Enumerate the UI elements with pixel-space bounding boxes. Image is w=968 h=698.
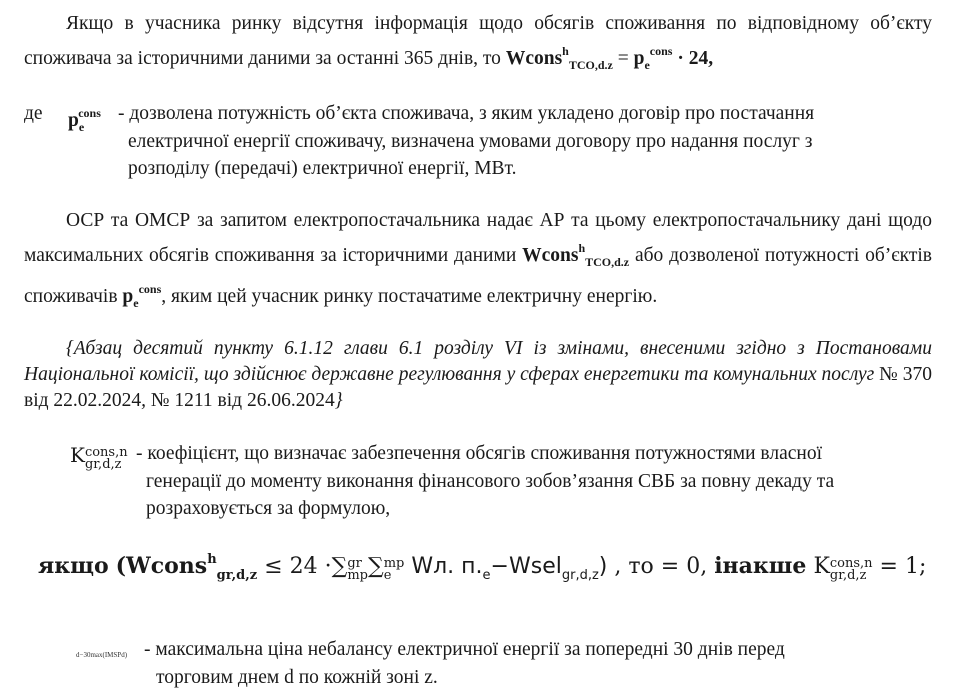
formula-else-word: інакше: [714, 553, 807, 579]
max-imsp-symbol: d−30max(IMSPd): [76, 651, 128, 659]
def-label: де: [24, 103, 43, 124]
formula-leq: ≤ 24 ·: [264, 554, 332, 579]
definition-k-cons: [70, 440, 950, 524]
formula-sum2: ∑ mp e: [367, 554, 405, 583]
formula-wl: Wл. $п._e$: [411, 554, 491, 583]
para1-text: Якщо в учасника ринку відсутня інформація щодо обсягів споживання по відповідному об’єкту споживача за історичними даними за останні 365 днів, то: [24, 13, 932, 69]
formula-pe-cons-2: $p_e^{cons}$: [122, 282, 162, 310]
para2-text-after: , яким цей учасник ринку постачатиме електричну енергію.: [161, 286, 658, 307]
def2-line1: - коефіцієнт, що визначає забезпечення обсягів споживання потужностями власної: [136, 443, 822, 464]
formula-k-condition: [38, 552, 938, 600]
k-cons-symbol: K cons,n gr,d,z: [70, 443, 128, 472]
formula-wcons-tco: Wcons$^h_{TCO,d.z}$ = $p_e^{cons} \cdot 24$,: [505, 43, 714, 72]
para2-text-before: ОСР та ОМСР за запитом електропостачальника надає АР та цьому електропостачальнику дані щодо максимальних обсягів споживання за історичними даними: [24, 210, 932, 266]
formula-wcons-tco-2: Wcons$^h_{TCO,d.z}$: [522, 240, 630, 269]
def1-line3: розподілу (передачі) електричної енергії, МВт.: [128, 158, 517, 179]
definition-pe-cons: [24, 100, 944, 184]
def2-line3: розраховується за формулою,: [146, 498, 391, 519]
def3-line1: - максимальна ціна небалансу електричної енергії за попередні 30 днів перед: [144, 639, 785, 660]
def1-line2: електричної енергії споживачу, визначена умовами договору про надання послуг з: [128, 130, 813, 152]
pe-cons-symbol: $p_e^{cons}$: [68, 106, 101, 134]
para2-text-mid: або дозволеної потужності об’єктів споживачів: [24, 244, 933, 307]
formula-eq-one: = 1;: [879, 554, 927, 579]
def1-line1: - дозволена потужність об’єкта споживача, з яким укладено договір про постачання: [118, 103, 815, 124]
definition-max-imsp: [76, 636, 956, 692]
formula-wsel: −Wsel$_{gr,d,z}$): [490, 554, 608, 583]
def3-line2: торговим днем d по кожній зоні z.: [156, 666, 438, 688]
amendment-note: {Абзац десятий пункту 6.1.12 глави 6.1 розділу VI із змінами, внесеними згідно з Постановами Національної комісії, що здійснює державне регулювання у сферах енергетики та комунальних послуг № 370 від 22.02.2024, № 1211 від 26.06.2024}: [24, 338, 933, 411]
note-ref-370[interactable]: № 370 від 22.02.2024: [24, 364, 933, 411]
note-ref-1211[interactable]: № 1211 від 26.06.2024: [150, 390, 335, 411]
formula-then: , то = 0,: [614, 554, 708, 579]
def2-line2: генерації до моменту виконання фінансового зобов’язання СВБ за повну декаду та: [146, 470, 835, 492]
formula-wcons-gr: (Wcons$^h_{gr,d,z}$: [115, 552, 258, 583]
formula-k: K cons,n gr,d,z: [813, 554, 873, 583]
formula-sum1: ∑ gr mp: [331, 554, 368, 583]
paragraph-no-history: [24, 10, 932, 79]
formula-if-word: якщо: [38, 553, 109, 579]
note-text: {Абзац десятий пункту 6.1.12 глави 6.1 розділу VI із змінами, внесеними згідно з Постановами Національної комісії, що здійснює державне регулювання у сферах енергетики та комунальних послуг: [24, 338, 932, 385]
paragraph-osr-omsr: [24, 207, 932, 318]
